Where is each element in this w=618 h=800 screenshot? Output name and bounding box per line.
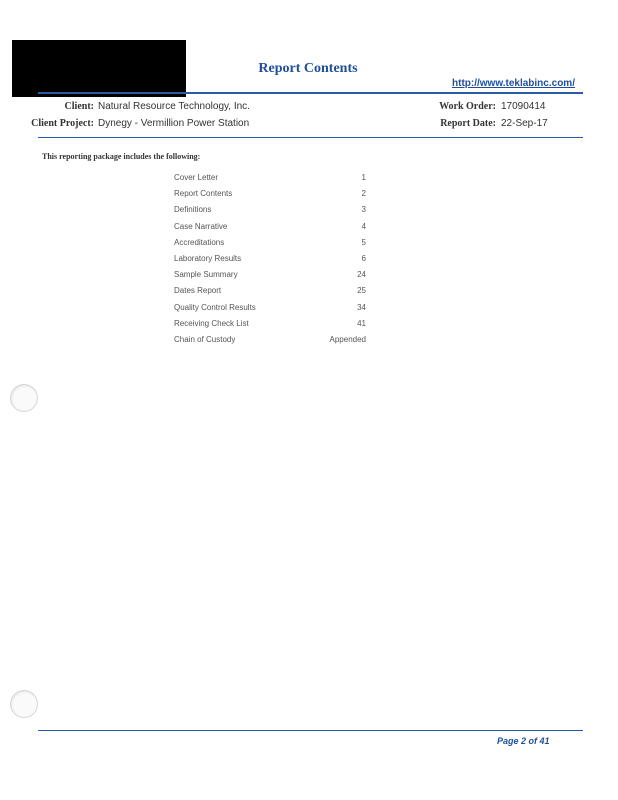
- binder-hole-icon: [10, 384, 38, 412]
- client-project-label: Client Project:: [31, 118, 94, 129]
- page-number: Page 2 of 41: [497, 736, 550, 746]
- contents-row: [174, 205, 366, 221]
- contents-row: [174, 222, 366, 238]
- contents-title: Quality Control Results: [174, 302, 256, 312]
- contents-row: [174, 173, 366, 189]
- contents-page: 34: [357, 302, 366, 312]
- client-project-value: Dynegy - Vermillion Power Station: [98, 118, 250, 129]
- contents-title: Chain of Custody: [174, 334, 236, 344]
- contents-row: [174, 189, 366, 205]
- contents-page: Appended: [329, 334, 366, 344]
- client-value: Natural Resource Technology, Inc.: [98, 101, 250, 112]
- contents-row: [174, 238, 366, 254]
- binder-hole-icon: [10, 690, 38, 718]
- redaction-block: [12, 40, 186, 97]
- contents-row: [174, 270, 366, 286]
- contents-title: Laboratory Results: [174, 253, 242, 263]
- section-divider: [38, 137, 583, 138]
- contents-row: [174, 303, 366, 319]
- report-date-label: Report Date:: [440, 118, 496, 129]
- work-order-value: 17090414: [501, 101, 546, 112]
- contents-page: 6: [361, 253, 366, 263]
- contents-row: [174, 335, 366, 351]
- contents-page: 4: [361, 221, 366, 231]
- contents-title: Dates Report: [174, 286, 222, 296]
- contents-page: 1: [361, 173, 366, 182]
- contents-title: Receiving Check List: [174, 318, 249, 328]
- work-order-label: Work Order:: [439, 101, 496, 112]
- footer-divider: [38, 730, 583, 731]
- contents-page: 41: [357, 318, 366, 328]
- client-label: Client:: [64, 101, 94, 112]
- intro-text: This reporting package includes the following:: [42, 152, 201, 161]
- contents-title: Case Narrative: [174, 221, 228, 231]
- contents-title: Cover Letter: [174, 173, 219, 182]
- contents-page: 5: [361, 237, 366, 247]
- contents-title: Report Contents: [174, 189, 233, 199]
- contents-list: [174, 173, 366, 351]
- contents-row: [174, 286, 366, 302]
- contents-title: Sample Summary: [174, 270, 238, 280]
- contents-page: 2: [361, 189, 366, 199]
- contents-row: [174, 254, 366, 270]
- contents-page: 25: [357, 286, 366, 296]
- website-link[interactable]: http://www.teklabinc.com/: [452, 78, 575, 89]
- contents-row: [174, 319, 366, 335]
- contents-title: Accreditations: [174, 237, 225, 247]
- contents-page: 3: [361, 205, 366, 215]
- page-title: Report Contents: [258, 61, 358, 76]
- contents-page: 24: [357, 270, 366, 280]
- contents-title: Definitions: [174, 205, 212, 215]
- report-date-value: 22-Sep-17: [501, 118, 548, 129]
- header-divider: [38, 92, 583, 94]
